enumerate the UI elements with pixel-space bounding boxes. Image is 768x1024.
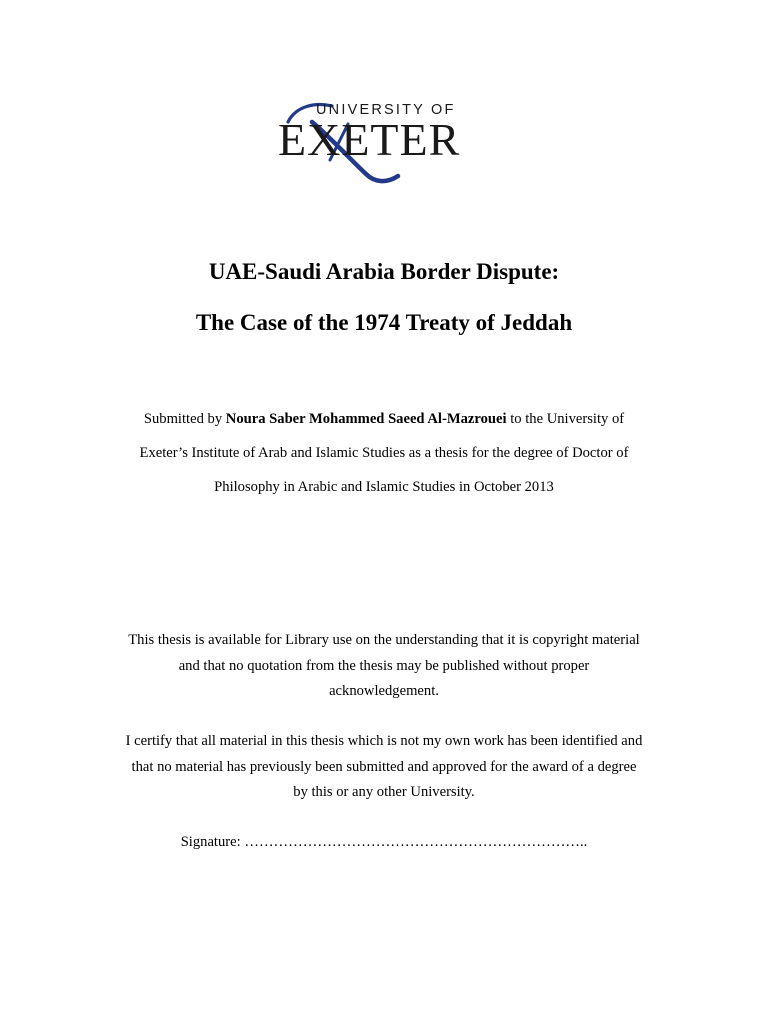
certify-line3: by this or any other University. [293,784,475,800]
university-logo [270,92,500,192]
submission-line1-suffix: to the University of [510,411,625,427]
thesis-title: UAE-Saudi Arabia Border Dispute: [208,259,560,284]
submission-paragraph [100,402,668,504]
submission-line2: Exeter’s Institute of Arab and Islamic Studies as a thesis for the degree of Doctor of [139,445,629,461]
author-name: Noura Saber Mohammed Saeed Al-Mazrouei [225,411,507,427]
logo-line1: UNIVERSITY OF [316,102,456,118]
signature-label: Signature: [180,834,241,850]
library-line3: acknowledgement. [329,683,439,699]
certify-statement [100,729,668,806]
submission-prefix: Submitted by [143,411,223,427]
exeter-logo-graphic [270,92,500,192]
thesis-subtitle: The Case of the 1974 Treaty of Jeddah [195,310,573,335]
submission-line3: Philosophy in Arabic and Islamic Studies in October 2013 [214,479,554,495]
logo-line2: EXETER [278,114,461,165]
library-line1: This thesis is available for Library use on the understanding that it is copyright material [128,632,640,648]
signature-dots: …………………………………………………………….. [244,834,588,850]
library-statement [100,628,668,705]
certify-line1: I certify that all material in this thesis which is not my own work has been identified and [125,733,643,749]
certify-line2: that no material has previously been submitted and approved for the award of a degree [131,758,637,775]
signature-line [0,830,768,855]
library-line2: and that no quotation from the thesis may be published without proper [178,657,590,674]
